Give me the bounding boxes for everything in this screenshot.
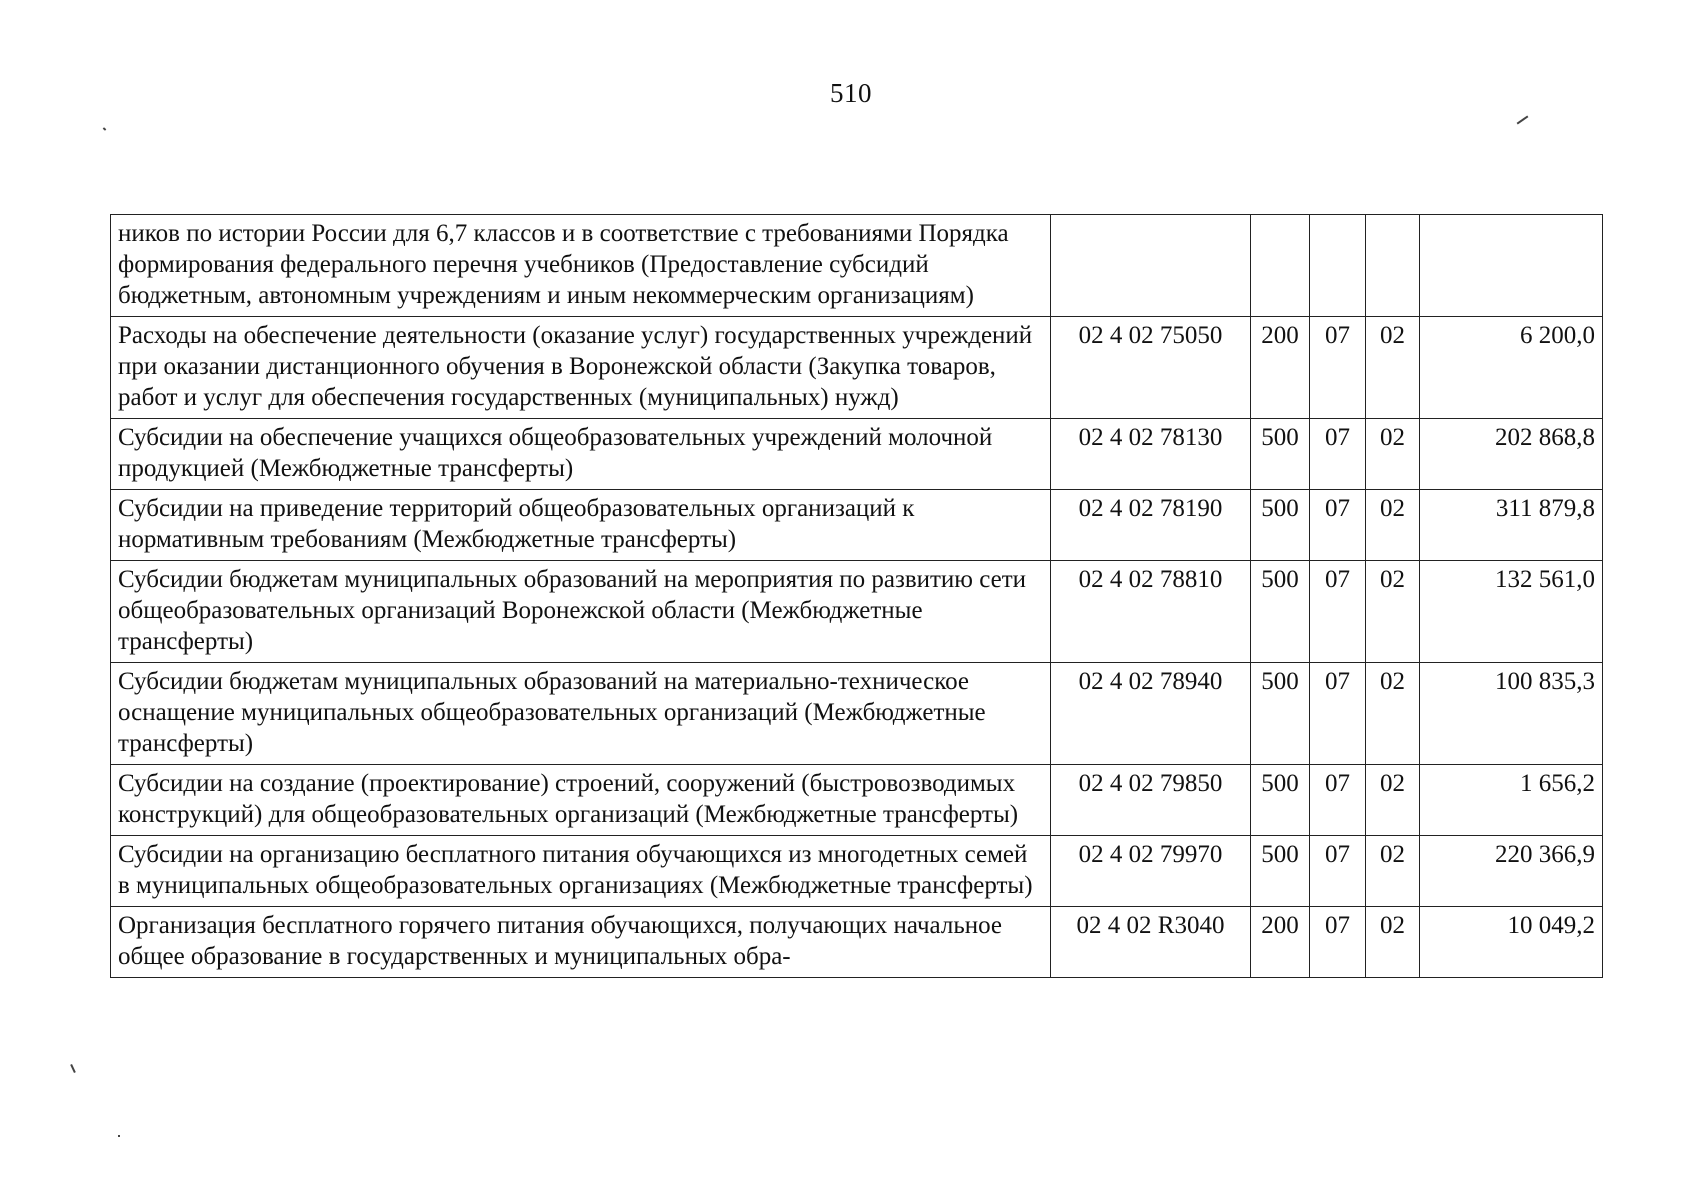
subsection-code [1366, 215, 1420, 317]
subsection-code: 02 [1366, 907, 1420, 978]
section-code: 07 [1310, 836, 1366, 907]
amount: 6 200,0 [1420, 317, 1603, 419]
subsection-code: 02 [1366, 317, 1420, 419]
row-description: Организация бесплатного горячего питания обучающихся, получающих начальное общее образование в государственных и муниципальных обра- [111, 907, 1051, 978]
table-row [111, 490, 1603, 561]
row-description: Субсидии бюджетам муниципальных образований на материально-техническое оснащение муниципальных общеобразовательных организаций (Межбюджетные трансферты) [111, 663, 1051, 765]
subsection-code: 02 [1366, 663, 1420, 765]
amount [1420, 215, 1603, 317]
section-code: 07 [1310, 765, 1366, 836]
scan-speck [1517, 115, 1529, 124]
subsection-code: 02 [1366, 419, 1420, 490]
expense-type-code: 500 [1251, 561, 1310, 663]
expense-type-code: 500 [1251, 765, 1310, 836]
row-description: Субсидии бюджетам муниципальных образований на мероприятия по развитию сети общеобразовательных организаций Воронежской области (Межбюджетные трансферты) [111, 561, 1051, 663]
scan-speck [103, 127, 107, 130]
amount: 202 868,8 [1420, 419, 1603, 490]
table-row [111, 836, 1603, 907]
expense-type-code: 200 [1251, 907, 1310, 978]
amount: 132 561,0 [1420, 561, 1603, 663]
target-article-code: 02 4 02 79850 [1051, 765, 1251, 836]
section-code: 07 [1310, 907, 1366, 978]
subsection-code: 02 [1366, 490, 1420, 561]
row-description: ников по истории России для 6,7 классов и в соответствие с требованиями Порядка формирования федерального перечня учебников (Предоставление субсидий бюджетным, автономным учреждениям и иным некоммерческим организациям) [111, 215, 1051, 317]
row-description: Субсидии на обеспечение учащихся общеобразовательных учреждений молочной продукцией (Межбюджетные трансферты) [111, 419, 1051, 490]
expense-type-code [1251, 215, 1310, 317]
amount: 10 049,2 [1420, 907, 1603, 978]
target-article-code: 02 4 02 78940 [1051, 663, 1251, 765]
amount: 100 835,3 [1420, 663, 1603, 765]
table-row [111, 317, 1603, 419]
row-description: Расходы на обеспечение деятельности (оказание услуг) государственных учреждений при оказании дистанционного обучения в Воронежской области (Закупка товаров, работ и услуг для обеспечения государственных (муниципальных) нужд) [111, 317, 1051, 419]
table-row [111, 765, 1603, 836]
expense-type-code: 500 [1251, 836, 1310, 907]
section-code: 07 [1310, 490, 1366, 561]
section-code: 07 [1310, 561, 1366, 663]
target-article-code: 02 4 02 78810 [1051, 561, 1251, 663]
budget-table [110, 214, 1603, 978]
section-code: 07 [1310, 317, 1366, 419]
expense-type-code: 500 [1251, 490, 1310, 561]
expense-type-code: 500 [1251, 419, 1310, 490]
target-article-code: 02 4 02 78130 [1051, 419, 1251, 490]
expense-type-code: 200 [1251, 317, 1310, 419]
row-description: Субсидии на организацию бесплатного питания обучающихся из многодетных семей в муниципальных общеобразовательных организациях (Межбюджетные трансферты) [111, 836, 1051, 907]
target-article-code: 02 4 02 R3040 [1051, 907, 1251, 978]
section-code [1310, 215, 1366, 317]
subsection-code: 02 [1366, 836, 1420, 907]
table-row [111, 215, 1603, 317]
scan-speck [118, 1135, 120, 1137]
scan-speck [70, 1064, 76, 1073]
target-article-code: 02 4 02 78190 [1051, 490, 1251, 561]
amount: 311 879,8 [1420, 490, 1603, 561]
section-code: 07 [1310, 663, 1366, 765]
table-row [111, 419, 1603, 490]
table-row [111, 907, 1603, 978]
amount: 220 366,9 [1420, 836, 1603, 907]
table-row [111, 663, 1603, 765]
table-row [111, 561, 1603, 663]
target-article-code: 02 4 02 75050 [1051, 317, 1251, 419]
section-code: 07 [1310, 419, 1366, 490]
row-description: Субсидии на создание (проектирование) строений, сооружений (быстровозводимых конструкций) для общеобразовательных организаций (Межбюджетные трансферты) [111, 765, 1051, 836]
row-description: Субсидии на приведение территорий общеобразовательных организаций к нормативным требованиям (Межбюджетные трансферты) [111, 490, 1051, 561]
amount: 1 656,2 [1420, 765, 1603, 836]
subsection-code: 02 [1366, 765, 1420, 836]
subsection-code: 02 [1366, 561, 1420, 663]
target-article-code [1051, 215, 1251, 317]
target-article-code: 02 4 02 79970 [1051, 836, 1251, 907]
expense-type-code: 500 [1251, 663, 1310, 765]
page-number: 510 [830, 78, 872, 108]
